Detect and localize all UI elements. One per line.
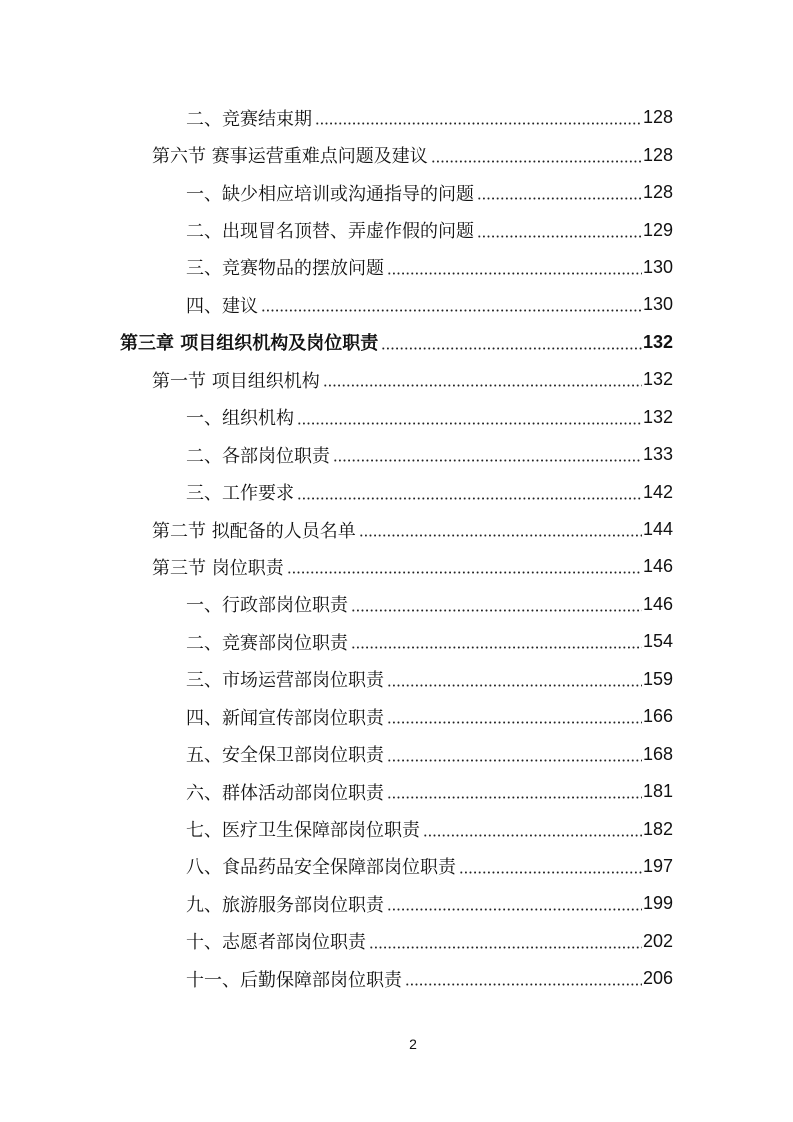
toc-entry-page: 128 bbox=[642, 144, 673, 165]
toc-entry-title: 第六节 赛事运营重难点问题及建议 bbox=[152, 146, 428, 168]
toc-item-entry[interactable] bbox=[0, 211, 673, 248]
toc-entry-page: 132 bbox=[642, 331, 673, 352]
toc-entry-page: 159 bbox=[642, 668, 673, 689]
dot-leader bbox=[351, 646, 642, 649]
toc-entry-title: 四、建议 bbox=[186, 295, 258, 317]
dot-leader bbox=[459, 871, 642, 874]
toc-entry-title: 第一节 项目组织机构 bbox=[152, 370, 320, 392]
toc-entry-page: 202 bbox=[642, 930, 673, 951]
toc-item-entry[interactable] bbox=[0, 286, 673, 323]
toc-item-entry[interactable] bbox=[0, 586, 673, 623]
toc-entry-page: 129 bbox=[642, 219, 673, 240]
dot-leader bbox=[405, 983, 642, 986]
toc-entry-title: 二、出现冒名顶替、弄虚作假的问题 bbox=[186, 221, 474, 243]
toc-entry-page: 166 bbox=[642, 706, 673, 727]
toc-section-entry[interactable] bbox=[0, 511, 673, 548]
toc-item-entry[interactable] bbox=[0, 99, 673, 136]
toc-item-entry[interactable] bbox=[0, 249, 673, 286]
toc-entry-title: 三、工作要求 bbox=[186, 483, 294, 505]
toc-entry-page: 130 bbox=[642, 294, 673, 315]
toc-item-entry[interactable] bbox=[0, 923, 673, 960]
page-number: 2 bbox=[409, 1036, 417, 1052]
dot-leader bbox=[381, 347, 642, 350]
toc-item-entry[interactable] bbox=[0, 174, 673, 211]
toc-entry-page: 181 bbox=[642, 781, 673, 802]
dot-leader bbox=[387, 759, 642, 762]
toc-entry-page: 154 bbox=[642, 631, 673, 652]
toc-item-entry[interactable] bbox=[0, 473, 673, 510]
toc-entry-page: 128 bbox=[642, 182, 673, 203]
toc-item-entry[interactable] bbox=[0, 436, 673, 473]
dot-leader bbox=[423, 834, 642, 837]
toc-entry-title: 二、竞赛结束期 bbox=[186, 108, 312, 130]
toc-entry-page: 144 bbox=[642, 519, 673, 540]
toc-entry-title: 第二节 拟配备的人员名单 bbox=[152, 520, 356, 542]
toc-entry-title: 三、市场运营部岗位职责 bbox=[186, 670, 384, 692]
dot-leader bbox=[333, 459, 642, 462]
toc-entry-page: 133 bbox=[642, 444, 673, 465]
toc-entry-title: 十一、后勤保障部岗位职责 bbox=[186, 969, 402, 991]
toc-entry-title: 一、行政部岗位职责 bbox=[186, 595, 348, 617]
toc-item-entry[interactable] bbox=[0, 735, 673, 772]
dot-leader bbox=[477, 197, 642, 200]
toc-item-entry[interactable] bbox=[0, 661, 673, 698]
toc-section-entry[interactable] bbox=[0, 136, 673, 173]
table-of-contents bbox=[0, 99, 793, 998]
toc-section-entry[interactable] bbox=[0, 361, 673, 398]
dot-leader bbox=[297, 422, 642, 425]
toc-item-entry[interactable] bbox=[0, 698, 673, 735]
toc-entry-page: 132 bbox=[642, 369, 673, 390]
toc-item-entry[interactable] bbox=[0, 810, 673, 847]
toc-entry-title: 第三节 岗位职责 bbox=[152, 557, 284, 579]
dot-leader bbox=[387, 908, 642, 911]
toc-entry-page: 128 bbox=[642, 107, 673, 128]
toc-entry-page: 206 bbox=[642, 968, 673, 989]
toc-entry-title: 二、各部岗位职责 bbox=[186, 445, 330, 467]
dot-leader bbox=[323, 384, 642, 387]
dot-leader bbox=[387, 684, 642, 687]
toc-entry-page: 132 bbox=[642, 406, 673, 427]
toc-entry-title: 七、医疗卫生保障部岗位职责 bbox=[186, 820, 420, 842]
toc-entry-page: 146 bbox=[642, 556, 673, 577]
toc-item-entry[interactable] bbox=[0, 885, 673, 922]
dot-leader bbox=[387, 272, 642, 275]
dot-leader bbox=[287, 571, 642, 574]
dot-leader bbox=[369, 946, 642, 949]
toc-entry-page: 146 bbox=[642, 593, 673, 614]
dot-leader bbox=[297, 497, 642, 500]
toc-item-entry[interactable] bbox=[0, 773, 673, 810]
dot-leader bbox=[315, 122, 642, 125]
toc-entry-page: 142 bbox=[642, 481, 673, 502]
dot-leader bbox=[387, 796, 642, 799]
toc-entry-title: 六、群体活动部岗位职责 bbox=[186, 782, 384, 804]
toc-entry-title: 五、安全保卫部岗位职责 bbox=[186, 745, 384, 767]
dot-leader bbox=[359, 534, 642, 537]
toc-section-entry[interactable] bbox=[0, 548, 673, 585]
toc-entry-title: 八、食品药品安全保障部岗位职责 bbox=[186, 857, 456, 879]
toc-chapter-entry[interactable] bbox=[0, 324, 673, 361]
dot-leader bbox=[351, 609, 642, 612]
toc-entry-title: 十、志愿者部岗位职责 bbox=[186, 932, 366, 954]
toc-entry-title: 三、竞赛物品的摆放问题 bbox=[186, 258, 384, 280]
toc-item-entry[interactable] bbox=[0, 399, 673, 436]
dot-leader bbox=[431, 160, 642, 163]
toc-entry-page: 168 bbox=[642, 743, 673, 764]
toc-entry-title: 第三章 项目组织机构及岗位职责 bbox=[120, 333, 379, 355]
toc-entry-title: 四、新闻宣传部岗位职责 bbox=[186, 707, 384, 729]
toc-item-entry[interactable] bbox=[0, 848, 673, 885]
dot-leader bbox=[477, 235, 642, 238]
toc-item-entry[interactable] bbox=[0, 960, 673, 997]
toc-entry-title: 一、缺少相应培训或沟通指导的问题 bbox=[186, 183, 474, 205]
toc-entry-page: 199 bbox=[642, 893, 673, 914]
toc-entry-title: 九、旅游服务部岗位职责 bbox=[186, 894, 384, 916]
toc-entry-title: 一、组织机构 bbox=[186, 408, 294, 430]
toc-entry-page: 182 bbox=[642, 818, 673, 839]
toc-item-entry[interactable] bbox=[0, 623, 673, 660]
toc-entry-title: 二、竞赛部岗位职责 bbox=[186, 632, 348, 654]
toc-entry-page: 130 bbox=[642, 256, 673, 277]
dot-leader bbox=[261, 309, 642, 312]
dot-leader bbox=[387, 721, 642, 724]
toc-entry-page: 197 bbox=[642, 855, 673, 876]
